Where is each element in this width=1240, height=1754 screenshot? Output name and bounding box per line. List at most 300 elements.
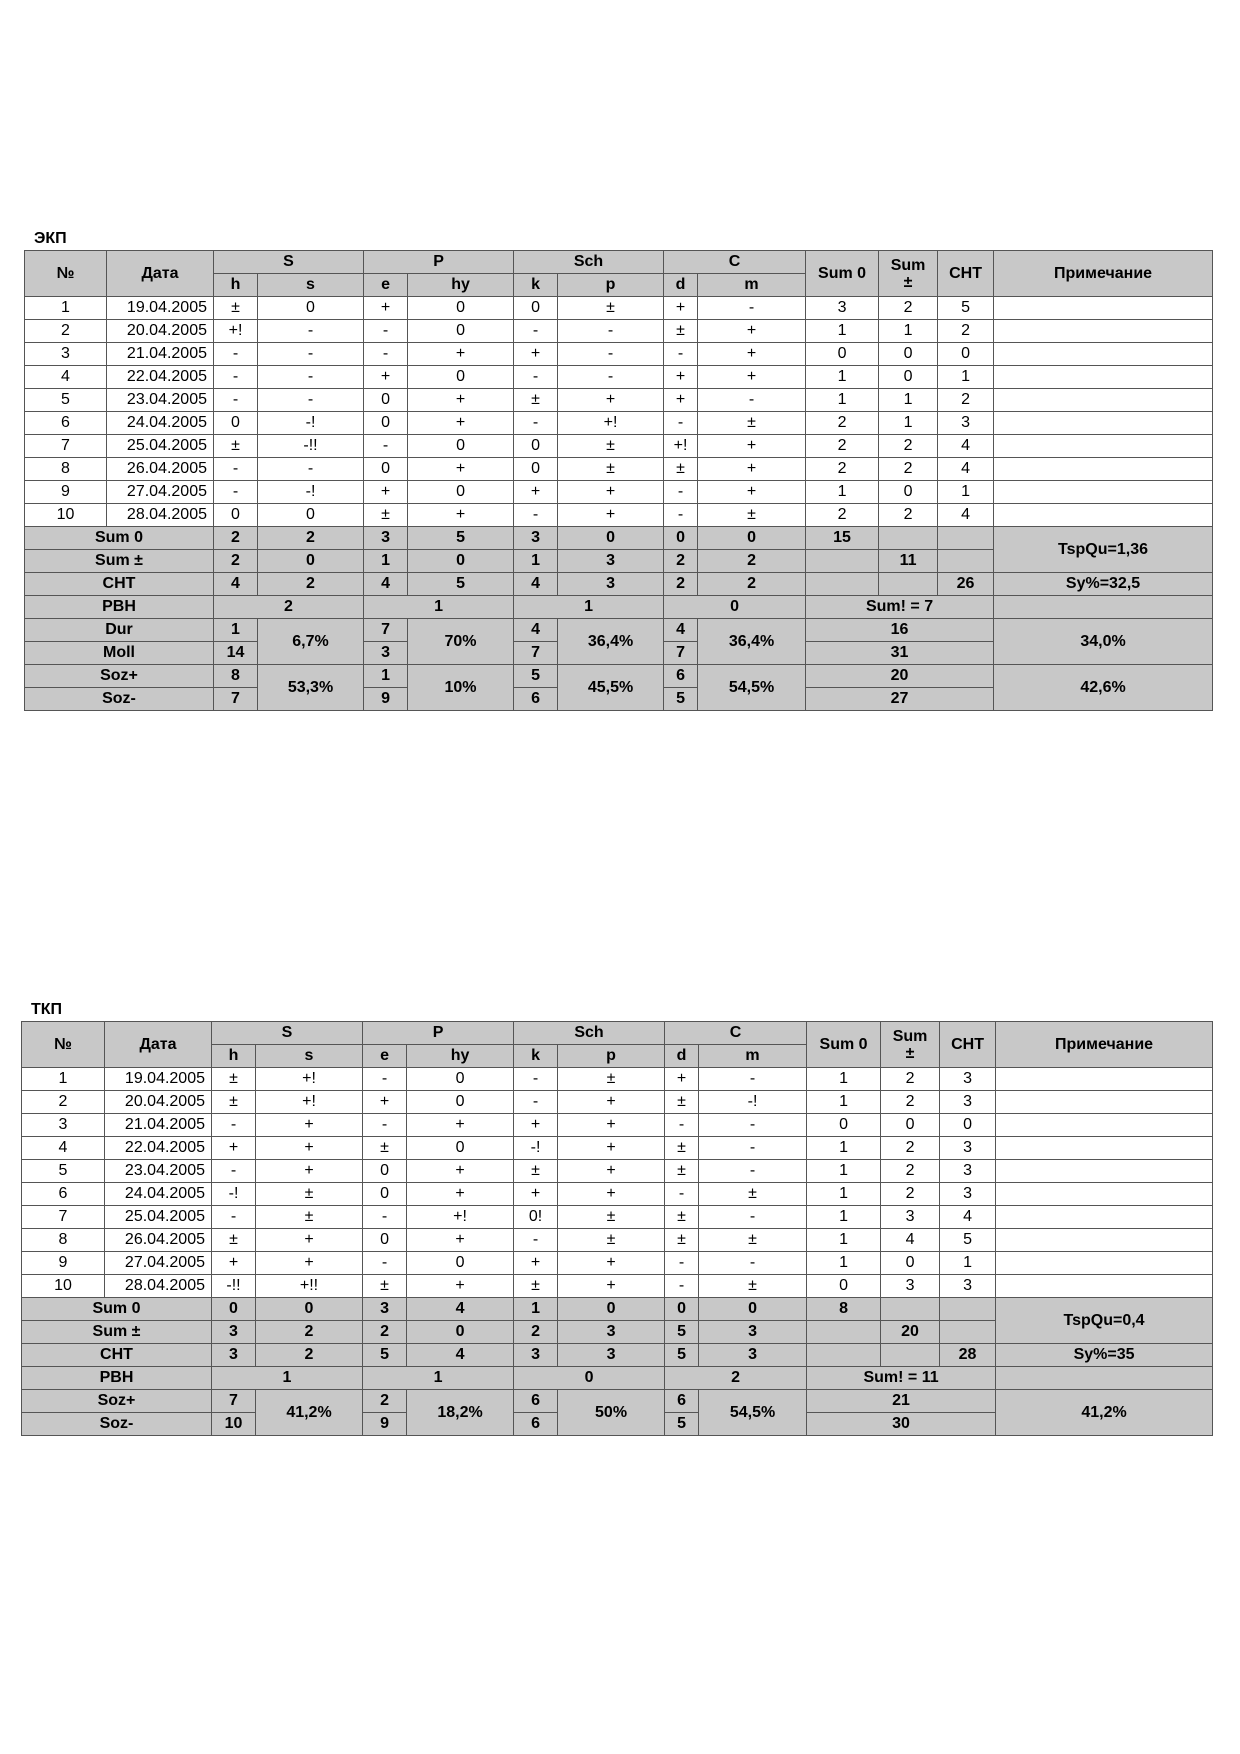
dur-value: 4 [514, 619, 558, 642]
sum-pm-value: 0 [408, 550, 514, 573]
col-sub-m: m [699, 1045, 807, 1068]
sozm-value: 9 [363, 1413, 407, 1436]
sum0-empty [938, 527, 994, 550]
cell-hy: 0 [407, 1091, 514, 1114]
sum-pm-value: 1 [364, 550, 408, 573]
pbh-value: 1 [514, 596, 664, 619]
cell-sum-pm: 2 [881, 1068, 940, 1091]
soz-total-percent: 42,6% [994, 665, 1213, 711]
cell-sum0: 3 [806, 297, 879, 320]
table-row [25, 389, 1213, 412]
pbh-value: 2 [665, 1367, 807, 1390]
moll-value: 3 [364, 642, 408, 665]
cell-p: ± [558, 458, 664, 481]
cht-value: 4 [514, 573, 558, 596]
header-row-groups [22, 1022, 1213, 1045]
table-row [22, 1137, 1213, 1160]
col-header-sum-pm-line2: ± [903, 273, 913, 291]
sozp-value: 8 [214, 665, 258, 688]
cell-note [994, 389, 1213, 412]
row-date: 26.04.2005 [107, 458, 214, 481]
sum0-row [22, 1298, 1213, 1321]
cell-k: + [514, 1252, 558, 1275]
cell-s: + [256, 1229, 363, 1252]
cell-k: - [514, 1068, 558, 1091]
cell-sum-pm: 2 [881, 1160, 940, 1183]
cell-d: ± [664, 458, 698, 481]
sy-value: Sy%=32,5 [994, 573, 1213, 596]
cell-e: - [364, 343, 408, 366]
row-number: 6 [22, 1183, 105, 1206]
sum0-value: 3 [363, 1298, 407, 1321]
table-row [25, 504, 1213, 527]
row-number: 7 [25, 435, 107, 458]
cell-d: +! [664, 435, 698, 458]
cell-h: -!! [212, 1275, 256, 1298]
sum-pm-value: 5 [665, 1321, 699, 1344]
cell-m: + [698, 343, 806, 366]
col-header-note: Примечание [996, 1022, 1213, 1068]
cell-cht: 0 [940, 1114, 996, 1137]
cell-s: + [256, 1160, 363, 1183]
soz-percent: 54,5% [699, 1390, 807, 1436]
cht-value: 4 [214, 573, 258, 596]
cell-m: + [698, 435, 806, 458]
cell-hy: 0 [407, 1137, 514, 1160]
cell-sum-pm: 1 [879, 412, 938, 435]
cell-cht: 3 [940, 1068, 996, 1091]
cell-sum0: 0 [807, 1114, 881, 1137]
sum-pm-value: 2 [363, 1321, 407, 1344]
sum-pm-value: 0 [258, 550, 364, 573]
cht-value: 5 [665, 1344, 699, 1367]
sum0-value: 0 [256, 1298, 363, 1321]
sum0-total: 8 [807, 1298, 881, 1321]
sum-pm-label: Sum ± [25, 550, 214, 573]
sum-pm-empty [806, 550, 879, 573]
cell-e: + [364, 481, 408, 504]
cell-p: + [558, 481, 664, 504]
cell-sum-pm: 2 [879, 458, 938, 481]
moll-value: 14 [214, 642, 258, 665]
cell-s: - [258, 458, 364, 481]
cell-cht: 3 [938, 412, 994, 435]
table-row [25, 297, 1213, 320]
sum0-label: Sum 0 [22, 1298, 212, 1321]
pbh-empty [994, 596, 1213, 619]
cht-empty [879, 573, 938, 596]
cht-empty [806, 573, 879, 596]
sum-pm-empty [940, 1321, 996, 1344]
cell-hy: 0 [408, 297, 514, 320]
row-number: 6 [25, 412, 107, 435]
pbh-sum: Sum! = 7 [806, 596, 994, 619]
cell-k: ± [514, 1275, 558, 1298]
row-date: 24.04.2005 [105, 1183, 212, 1206]
cell-m: -! [699, 1091, 807, 1114]
cell-cht: 4 [938, 458, 994, 481]
cell-hy: + [407, 1114, 514, 1137]
col-group-p: P [363, 1022, 514, 1045]
moll-label: Moll [25, 642, 214, 665]
cell-s: + [256, 1137, 363, 1160]
cell-e: 0 [364, 458, 408, 481]
cell-e: - [364, 320, 408, 343]
cell-h: - [212, 1114, 256, 1137]
cell-hy: + [407, 1160, 514, 1183]
cell-k: + [514, 1183, 558, 1206]
col-header-date: Дата [107, 251, 214, 297]
cell-h: 0 [214, 504, 258, 527]
cell-m: - [699, 1160, 807, 1183]
cell-d: ± [664, 320, 698, 343]
cell-d: + [664, 389, 698, 412]
cell-hy: + [408, 504, 514, 527]
cell-sum0: 1 [806, 481, 879, 504]
cell-e: 0 [363, 1229, 407, 1252]
cell-k: - [514, 366, 558, 389]
sum0-empty [879, 527, 938, 550]
tspqu-value: TspQu=0,4 [996, 1298, 1213, 1344]
cell-h: ± [212, 1068, 256, 1091]
cell-sum0: 1 [807, 1091, 881, 1114]
cell-cht: 5 [940, 1229, 996, 1252]
cell-k: - [514, 320, 558, 343]
row-number: 2 [25, 320, 107, 343]
soz-percent: 10% [408, 665, 514, 711]
cell-p: + [558, 1183, 665, 1206]
table-row [22, 1275, 1213, 1298]
cell-sum0: 1 [807, 1229, 881, 1252]
dur-value: 7 [364, 619, 408, 642]
cht-value: 5 [408, 573, 514, 596]
cell-cht: 1 [940, 1252, 996, 1275]
cell-s: +! [256, 1091, 363, 1114]
row-number: 8 [22, 1229, 105, 1252]
col-sub-p: p [558, 274, 664, 297]
cell-sum-pm: 0 [881, 1252, 940, 1275]
row-date: 25.04.2005 [107, 435, 214, 458]
sum-pm-empty [938, 550, 994, 573]
table-row [22, 1114, 1213, 1137]
cell-e: - [363, 1252, 407, 1275]
moll-value: 7 [664, 642, 698, 665]
cell-p: +! [558, 412, 664, 435]
sozm-value: 5 [664, 688, 698, 711]
cell-s: +! [256, 1068, 363, 1091]
cell-h: -! [212, 1183, 256, 1206]
dur-label: Dur [25, 619, 214, 642]
sozm-value: 9 [364, 688, 408, 711]
cht-value: 2 [664, 573, 698, 596]
cht-value: 3 [514, 1344, 558, 1367]
cell-d: - [665, 1114, 699, 1137]
row-date: 27.04.2005 [105, 1252, 212, 1275]
cht-label: CHT [22, 1344, 212, 1367]
sozp-value: 7 [212, 1390, 256, 1413]
cht-value: 3 [558, 1344, 665, 1367]
sozp-value: 6 [664, 665, 698, 688]
cell-s: 0 [258, 297, 364, 320]
cell-sum0: 1 [807, 1252, 881, 1275]
table-row [22, 1068, 1213, 1091]
cell-k: + [514, 343, 558, 366]
sozp-value: 6 [665, 1390, 699, 1413]
cell-note [994, 412, 1213, 435]
cell-p: - [558, 343, 664, 366]
cell-e: ± [364, 504, 408, 527]
cell-note [994, 297, 1213, 320]
cell-s: +!! [256, 1275, 363, 1298]
cell-e: 0 [363, 1183, 407, 1206]
tspqu-value: TspQu=1,36 [994, 527, 1213, 573]
cell-d: ± [665, 1137, 699, 1160]
cell-sum0: 1 [806, 366, 879, 389]
cell-m: ± [698, 412, 806, 435]
cell-sum0: 1 [807, 1160, 881, 1183]
cell-hy: + [408, 412, 514, 435]
cell-d: - [665, 1252, 699, 1275]
col-header-sum0: Sum 0 [806, 251, 879, 297]
cell-hy: 0 [407, 1252, 514, 1275]
row-date: 19.04.2005 [105, 1068, 212, 1091]
row-date: 26.04.2005 [105, 1229, 212, 1252]
cell-hy: 0 [408, 320, 514, 343]
sozp-total: 21 [807, 1390, 996, 1413]
col-header-sum-pm-line2: ± [905, 1044, 915, 1062]
pbh-sum: Sum! = 11 [807, 1367, 996, 1390]
cell-p: + [558, 1114, 665, 1137]
col-group-c: C [664, 251, 806, 274]
row-number: 10 [22, 1275, 105, 1298]
cell-hy: 0 [407, 1068, 514, 1091]
col-header-sum-pm [881, 1022, 940, 1068]
cell-m: - [699, 1206, 807, 1229]
cell-sum0: 2 [806, 435, 879, 458]
cell-hy: + [408, 458, 514, 481]
sum0-empty [881, 1298, 940, 1321]
col-header-sum-pm-line1: Sum [890, 256, 926, 274]
cell-cht: 4 [940, 1206, 996, 1229]
cell-k: -! [514, 1137, 558, 1160]
cell-e: ± [363, 1275, 407, 1298]
cell-m: - [699, 1137, 807, 1160]
pbh-value: 1 [212, 1367, 363, 1390]
sum-pm-value: 3 [212, 1321, 256, 1344]
cell-d: - [665, 1183, 699, 1206]
cell-hy: 0 [408, 366, 514, 389]
sum-pm-value: 3 [699, 1321, 807, 1344]
cell-d: ± [665, 1206, 699, 1229]
pbh-value: 1 [363, 1367, 514, 1390]
col-group-sch: Sch [514, 1022, 665, 1045]
col-sub-hy: hy [407, 1045, 514, 1068]
cell-sum-pm: 1 [879, 320, 938, 343]
col-sub-k: k [514, 1045, 558, 1068]
cell-sum-pm: 3 [881, 1206, 940, 1229]
sozp-value: 1 [364, 665, 408, 688]
moll-total: 31 [806, 642, 994, 665]
cell-s: - [258, 389, 364, 412]
cell-m: - [699, 1068, 807, 1091]
cell-cht: 3 [940, 1137, 996, 1160]
sozp-label: Soz+ [22, 1390, 212, 1413]
durmoll-percent: 36,4% [698, 619, 806, 665]
col-sub-e: e [364, 274, 408, 297]
cell-e: 0 [363, 1160, 407, 1183]
cht-row [22, 1344, 1213, 1367]
cell-d: - [664, 504, 698, 527]
cell-h: ± [214, 297, 258, 320]
cell-e: - [363, 1206, 407, 1229]
cell-k: - [514, 1229, 558, 1252]
cell-sum-pm: 3 [881, 1275, 940, 1298]
sozm-value: 6 [514, 688, 558, 711]
row-date: 27.04.2005 [107, 481, 214, 504]
soz-percent: 45,5% [558, 665, 664, 711]
row-number: 4 [22, 1137, 105, 1160]
sum-pm-value: 2 [664, 550, 698, 573]
cht-label: CHT [25, 573, 214, 596]
cell-d: + [664, 297, 698, 320]
cell-note [996, 1183, 1213, 1206]
cell-p: + [558, 504, 664, 527]
row-number: 1 [25, 297, 107, 320]
row-date: 20.04.2005 [105, 1091, 212, 1114]
col-sub-p: p [558, 1045, 665, 1068]
ekp-table [24, 250, 1213, 711]
cell-s: -!! [258, 435, 364, 458]
col-header-cht: CHT [938, 251, 994, 297]
cell-cht: 0 [938, 343, 994, 366]
sum0-value: 2 [214, 527, 258, 550]
cell-h: +! [214, 320, 258, 343]
cell-m: ± [698, 504, 806, 527]
col-header-date: Дата [105, 1022, 212, 1068]
row-number: 2 [22, 1091, 105, 1114]
cell-sum-pm: 2 [879, 435, 938, 458]
cell-h: + [212, 1252, 256, 1275]
pbh-value: 0 [514, 1367, 665, 1390]
cell-cht: 1 [938, 366, 994, 389]
sum0-value: 0 [558, 1298, 665, 1321]
table-row [22, 1206, 1213, 1229]
row-number: 5 [22, 1160, 105, 1183]
cell-sum0: 1 [807, 1206, 881, 1229]
header-row-groups [25, 251, 1213, 274]
sum0-value: 0 [699, 1298, 807, 1321]
cell-sum0: 0 [807, 1275, 881, 1298]
cell-note [994, 320, 1213, 343]
sum0-value: 5 [408, 527, 514, 550]
cell-m: + [698, 366, 806, 389]
cell-note [994, 481, 1213, 504]
cell-m: + [698, 458, 806, 481]
table-row [22, 1252, 1213, 1275]
col-group-s: S [214, 251, 364, 274]
cell-h: 0 [214, 412, 258, 435]
sum0-value: 0 [212, 1298, 256, 1321]
dur-total: 16 [806, 619, 994, 642]
table-row [25, 412, 1213, 435]
sum-pm-value: 1 [514, 550, 558, 573]
cell-sum-pm: 2 [879, 297, 938, 320]
row-number: 10 [25, 504, 107, 527]
cell-p: ± [558, 1068, 665, 1091]
row-number: 3 [22, 1114, 105, 1137]
cell-hy: 0 [408, 435, 514, 458]
col-group-c: C [665, 1022, 807, 1045]
cell-k: ± [514, 1160, 558, 1183]
sozm-value: 10 [212, 1413, 256, 1436]
sum0-label: Sum 0 [25, 527, 214, 550]
row-date: 22.04.2005 [105, 1137, 212, 1160]
cell-cht: 2 [938, 320, 994, 343]
col-group-sch: Sch [514, 251, 664, 274]
cell-e: + [364, 297, 408, 320]
cell-h: ± [212, 1091, 256, 1114]
cht-value: 2 [698, 573, 806, 596]
cht-value: 4 [407, 1344, 514, 1367]
cell-cht: 3 [940, 1160, 996, 1183]
table-row [22, 1229, 1213, 1252]
cell-sum0: 1 [807, 1183, 881, 1206]
sum-pm-value: 2 [514, 1321, 558, 1344]
cell-sum0: 2 [806, 504, 879, 527]
table-row [25, 435, 1213, 458]
tkp-title: ТКП [31, 1001, 63, 1018]
row-date: 21.04.2005 [107, 343, 214, 366]
cht-value: 4 [364, 573, 408, 596]
cell-cht: 3 [940, 1183, 996, 1206]
cell-sum-pm: 0 [879, 343, 938, 366]
cell-s: ± [256, 1206, 363, 1229]
sum-pm-value: 2 [698, 550, 806, 573]
cell-k: ± [514, 389, 558, 412]
pbh-row [25, 596, 1213, 619]
cell-sum0: 1 [807, 1137, 881, 1160]
cell-cht: 4 [938, 435, 994, 458]
cell-sum0: 0 [806, 343, 879, 366]
cell-k: 0 [514, 458, 558, 481]
row-number: 5 [25, 389, 107, 412]
cell-hy: +! [407, 1206, 514, 1229]
soz-percent: 18,2% [407, 1390, 514, 1436]
row-number: 9 [22, 1252, 105, 1275]
row-number: 3 [25, 343, 107, 366]
cell-sum-pm: 2 [881, 1137, 940, 1160]
cell-p: + [558, 1137, 665, 1160]
sum-pm-total: 11 [879, 550, 938, 573]
cell-note [994, 435, 1213, 458]
sy-value: Sy%=35 [996, 1344, 1213, 1367]
cell-cht: 3 [940, 1091, 996, 1114]
cell-sum-pm: 0 [881, 1114, 940, 1137]
cell-m: ± [699, 1275, 807, 1298]
cell-hy: + [407, 1275, 514, 1298]
cell-e: + [363, 1091, 407, 1114]
row-number: 9 [25, 481, 107, 504]
cell-sum0: 1 [806, 389, 879, 412]
table-row [25, 320, 1213, 343]
col-sub-hy: hy [408, 274, 514, 297]
soz-percent: 50% [558, 1390, 665, 1436]
cht-empty [881, 1344, 940, 1367]
table-row [25, 366, 1213, 389]
sum-pm-value: 3 [558, 1321, 665, 1344]
cell-cht: 5 [938, 297, 994, 320]
cell-sum-pm: 4 [881, 1229, 940, 1252]
